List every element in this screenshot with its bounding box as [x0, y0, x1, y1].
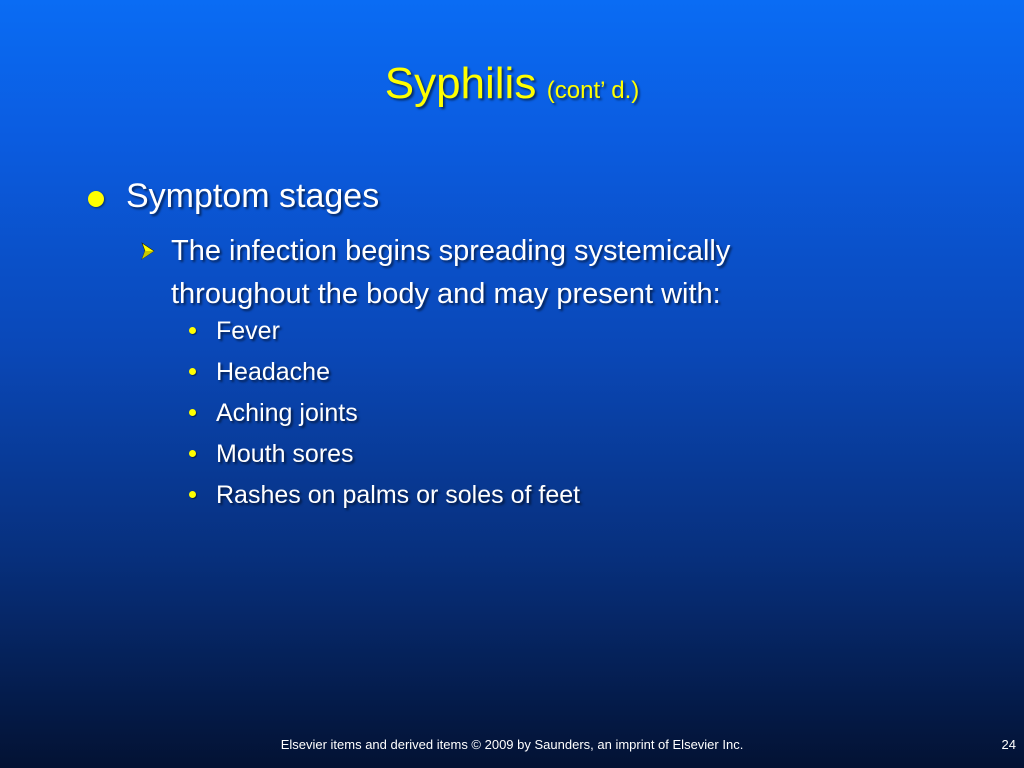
dot-bullet-icon	[189, 327, 196, 334]
dot-bullet-icon	[189, 409, 196, 416]
list-item-text: Mouth sores	[216, 440, 354, 468]
bullet-level2	[140, 230, 840, 316]
list-item-text: Rashes on palms or soles of feet	[216, 481, 581, 509]
list-item-text: Headache	[216, 358, 330, 386]
bullet-level2-text: The infection begins spreading systemically throughout the body and may present with:	[171, 235, 731, 310]
dot-bullet-icon	[189, 450, 196, 457]
list-item-text: Aching joints	[216, 399, 358, 427]
page-number: 24	[1001, 737, 1016, 752]
list-item-text: Fever	[216, 317, 280, 345]
slide-title	[0, 59, 1024, 108]
dot-bullet-icon	[189, 491, 196, 498]
title-main: Syphilis	[384, 59, 537, 108]
title-subtitle: (cont’ d.)	[546, 77, 640, 104]
footer-copyright: Elsevier items and derived items © 2009 by Saunders, an imprint of Elsevier Inc.	[280, 737, 744, 752]
arrow-bullet-icon	[140, 242, 156, 260]
bullet-circle-icon	[88, 191, 104, 207]
bullet-level1-text: Symptom stages	[126, 177, 380, 215]
dot-bullet-icon	[189, 368, 196, 375]
